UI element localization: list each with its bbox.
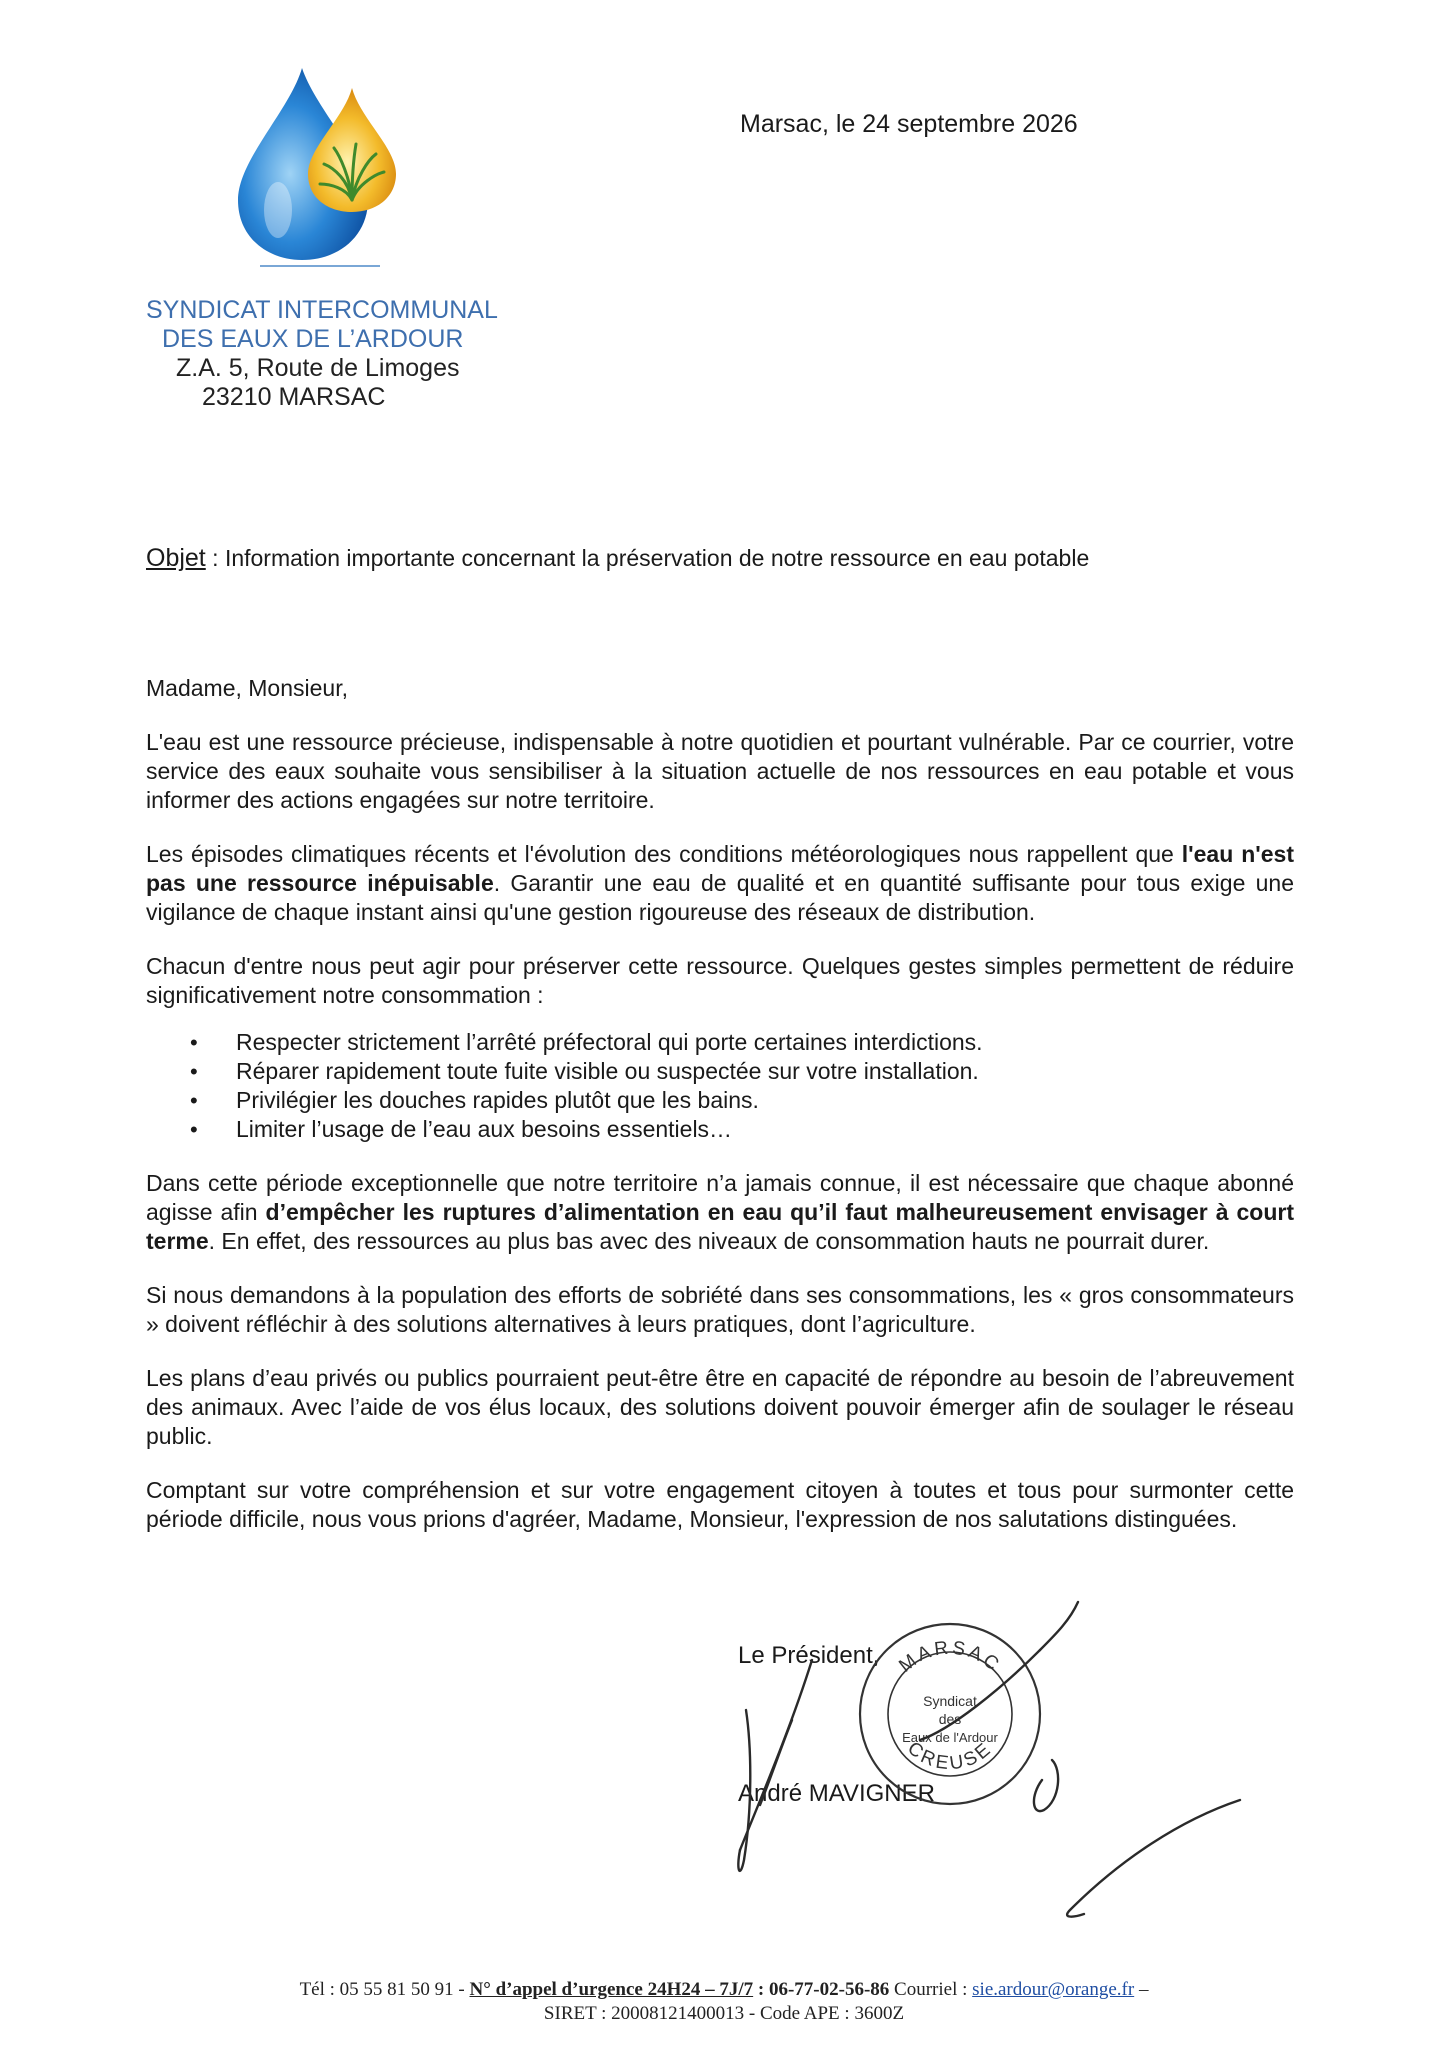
stamp-center-1: Syndicat: [923, 1693, 977, 1709]
footer-emergency-label: N° d’appel d’urgence 24H24 – 7J/7: [469, 1979, 754, 2000]
subject-line: [146, 544, 1089, 573]
salutation: Madame, Monsieur,: [146, 675, 348, 701]
footer-mail-label: Courriel :: [889, 1979, 973, 2000]
paragraph-2-emphasis: l'eau n'est pas une ressource inépuisable: [146, 841, 1294, 896]
list-item: • Respecter strictement l’arrêté préfectoral qui porte certaines interdictions.: [236, 1028, 1294, 1057]
org-address-line1: Z.A. 5, Route de Limoges: [176, 354, 460, 382]
org-name-line1: SYNDICAT INTERCOMMUNAL: [146, 296, 498, 324]
footer: [0, 1978, 1448, 2026]
paragraph-6: Les plans d’eau privés ou publics pourraient peut-être être en capacité de répondre au besoin de l’abreuvement des animaux. Avec l’aide de vos élus locaux, des solutions doivent pouvoir émerger afin de soulager le réseau public.: [146, 1365, 1294, 1449]
letter-body: [146, 674, 1294, 1559]
org-name-line2: DES EAUX DE L’ARDOUR: [162, 325, 464, 353]
paragraph-5: Si nous demandons à la population des efforts de sobriété dans ses consommations, les « gros consommateurs » doivent réfléchir à des solutions alternatives à leurs pratiques, dont l’agriculture.: [146, 1282, 1294, 1337]
paragraph-1: L'eau est une ressource précieuse, indispensable à notre quotidien et pourtant vulnérable. Par ce courrier, votre service des eaux souhaite vous sensibiliser à la situation actuelle de nos ressources en eau potable et vous informer des actions engagées sur notre territoire.: [146, 729, 1294, 813]
footer-email-link[interactable]: sie.ardour@orange.fr: [972, 1979, 1135, 2000]
footer-line-1: [0, 1978, 1448, 2002]
footer-dash: –: [1134, 1979, 1149, 2000]
tips-list: [146, 1028, 1294, 1144]
stamp-center-3: Eaux de l'Ardour: [902, 1730, 998, 1745]
signatory-name: André MAVIGNER: [738, 1780, 935, 1807]
paragraph-4: [146, 1169, 1294, 1256]
paragraph-4-emphasis: d’empêcher les ruptures d’alimentation en eau qu’il faut malheureusement envisager à court terme: [146, 1199, 1294, 1254]
org-address-line2: 23210 MARSAC: [202, 383, 386, 411]
subject-label: Objet: [146, 544, 206, 572]
sender-block: [146, 296, 498, 412]
signatory-title: Le Président,: [738, 1642, 880, 1669]
stamp-top-text: MARSAC: [895, 1637, 1005, 1677]
footer-phone: Tél : 05 55 81 50 91 -: [299, 1979, 470, 2000]
list-item: • Privilégier les douches rapides plutôt que les bains.: [236, 1086, 1294, 1115]
footer-emergency-number: : 06-77-02-56-86: [753, 1979, 890, 2000]
stamp-center-2: des: [938, 1711, 962, 1727]
handwritten-signature-icon: [700, 1600, 1260, 1950]
list-item: • Réparer rapidement toute fuite visible ou suspectée sur votre installation.: [236, 1057, 1294, 1086]
subject-text: Information importante concernant la préservation de notre ressource en eau potable: [224, 545, 1090, 571]
water-drop-logo-icon: [230, 60, 410, 270]
paragraph-4-text-c: . En effet, des ressources au plus bas avec des niveaux de consommation hauts ne pourrait durer.: [208, 1228, 1210, 1254]
list-item: • Limiter l’usage de l’eau aux besoins essentiels…: [236, 1115, 1294, 1144]
paragraph-2: [146, 840, 1294, 927]
letter-date: Marsac, le 24 septembre 2026: [740, 110, 1078, 138]
paragraph-4-text-a: Dans cette période exceptionnelle que notre territoire n’a jamais connue, il est nécessaire que chaque abonné agisse afin: [146, 1170, 1294, 1225]
paragraph-2-text-a: Les épisodes climatiques récents et l'évolution des conditions météorologiques nous rappellent que: [146, 841, 1182, 867]
paragraph-3: Chacun d'entre nous peut agir pour préserver cette ressource. Quelques gestes simples permettent de réduire significativement notre consommation :: [146, 953, 1294, 1008]
paragraph-2-text-c: . Garantir une eau de qualité et en quantité suffisante pour tous exige une vigilance de chaque instant ainsi qu'une gestion rigoureuse des réseaux de distribution.: [146, 870, 1294, 925]
stamp-bottom-text: CREUSE: [903, 1737, 997, 1775]
paragraph-7: Comptant sur votre compréhension et sur votre engagement citoyen à toutes et tous pour surmonter cette période difficile, nous vous prions d'agréer, Madame, Monsieur, l'expression de nos salutations distinguées.: [146, 1477, 1294, 1532]
subject-separator: :: [205, 545, 225, 571]
footer-siret: SIRET : 20008121400013 - Code APE : 3600Z: [543, 2003, 905, 2024]
